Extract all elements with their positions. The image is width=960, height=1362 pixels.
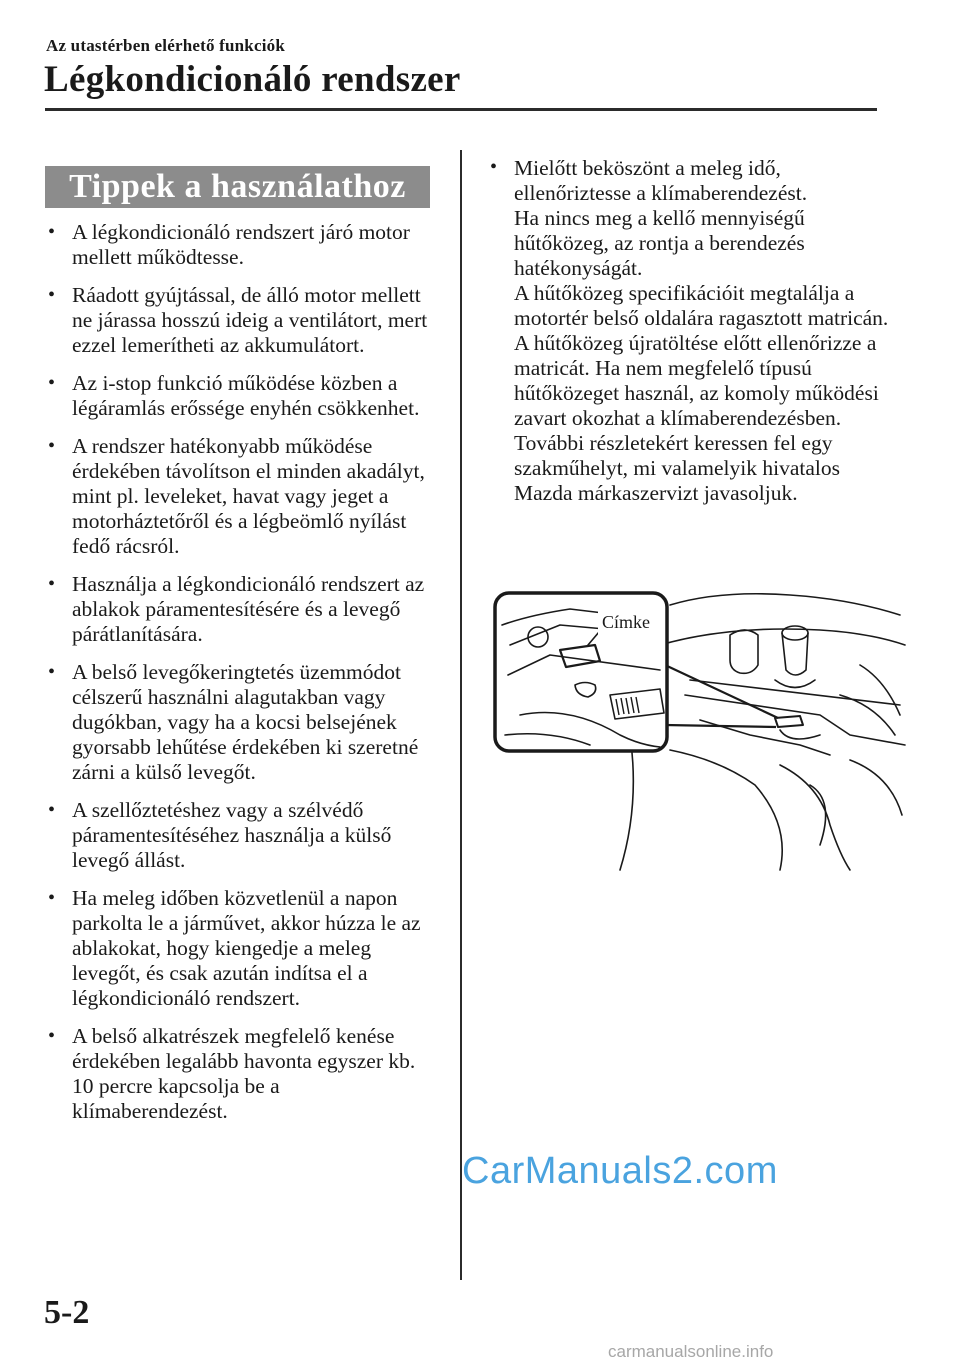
- engine-bay-label-illustration: [490, 585, 910, 875]
- page-number: 5-2: [44, 1294, 90, 1331]
- note-paragraph: A hűtőközeg újratöltése előtt ellenőrizze a matricát. Ha nem megfelelő típusú hűtőközeget használ, az komoly működési zavart okozhat a klímaberendezésben.: [514, 331, 879, 430]
- tips-list: [46, 220, 436, 1137]
- list-item: [490, 156, 890, 506]
- list-item: [46, 660, 436, 785]
- bullet-icon: •: [48, 573, 56, 595]
- list-item: [46, 434, 436, 559]
- list-item: [46, 1024, 436, 1124]
- note-paragraph: A hűtőközeg specifikációit megtalálja a motortér belső oldalára ragasztott matricán.: [514, 281, 889, 330]
- note-paragraph: További részletekért keressen fel egy szakműhelyt, mi valamelyik hivatalos Mazda márkaszervizt javasoljuk.: [514, 431, 841, 505]
- bullet-icon: •: [48, 221, 56, 243]
- tip-text: A légkondicionáló rendszert járó motor mellett működtesse.: [72, 220, 410, 269]
- tips-heading: Tippek a használathoz: [45, 166, 430, 208]
- list-item: [46, 798, 436, 873]
- bullet-icon: •: [48, 435, 56, 457]
- tip-text: A belső alkatrészek megfelelő kenése érdekében legalább havonta egyszer kb. 10 percre kapcsolja be a klímaberendezést.: [72, 1024, 416, 1123]
- bullet-icon: •: [48, 1025, 56, 1047]
- list-item: [46, 572, 436, 647]
- list-item: [46, 371, 436, 421]
- note-paragraph: Mielőtt beköszönt a meleg idő, ellenőriztesse a klímaberendezést.: [514, 156, 808, 205]
- title-rule: [45, 108, 877, 111]
- bullet-icon: •: [48, 799, 56, 821]
- list-item: [46, 283, 436, 358]
- note-paragraph: Ha nincs meg a kellő mennyiségű hűtőközeg, az rontja a berendezés hatékonyságát.: [514, 206, 805, 280]
- tip-text: A rendszer hatékonyabb működése érdekében távolítson el minden akadályt, mint pl. leveleket, havat vagy jeget a motorháztetőről és a légbeömlő nyílást fedő rácsról.: [72, 434, 425, 558]
- tip-text: Ha meleg időben közvetlenül a napon parkolta le a járművet, akkor húzza le az ablakokat, hogy kiengedje a meleg levegőt, és csak azután indítsa el a légkondicionáló rendszert.: [72, 886, 421, 1010]
- watermark: CarManuals2.com: [462, 1150, 778, 1192]
- section-label: Az utastérben elérhető funkciók: [46, 36, 285, 55]
- bullet-icon: •: [48, 372, 56, 394]
- list-item: [46, 220, 436, 270]
- refrigerant-note: [490, 156, 890, 506]
- tip-text: Ráadott gyújtással, de álló motor mellett ne járassa hosszú ideig a ventilátort, mert ezzel lemerítheti az akkumulátort.: [72, 283, 428, 357]
- tip-text: Az i-stop funkció működése közben a légáramlás erőssége enyhén csökkenhet.: [72, 371, 420, 420]
- column-divider: [460, 150, 462, 1280]
- bullet-icon: •: [490, 156, 498, 178]
- bullet-icon: •: [48, 661, 56, 683]
- list-item: [46, 886, 436, 1011]
- tip-text: Használja a légkondicionáló rendszert az ablakok páramentesítésére és a levegő párátlanítására.: [72, 572, 425, 646]
- bullet-icon: •: [48, 284, 56, 306]
- tip-text: A szellőztetéshez vagy a szélvédő páramentesítéséhez használja a külső levegő állást.: [72, 798, 392, 872]
- page-title: Légkondicionáló rendszer: [44, 59, 461, 100]
- bullet-icon: •: [48, 887, 56, 909]
- callout-label: Címke: [602, 612, 650, 632]
- tip-text: A belső levegőkeringtetés üzemmódot célszerű használni alagutakban vagy dugókban, vagy ha a kocsi belsejének gyorsabb lehűtése érdekében ki szeretné zárni a külső levegőt.: [72, 660, 419, 784]
- footer-site-link[interactable]: carmanualsonline.info: [608, 1342, 774, 1361]
